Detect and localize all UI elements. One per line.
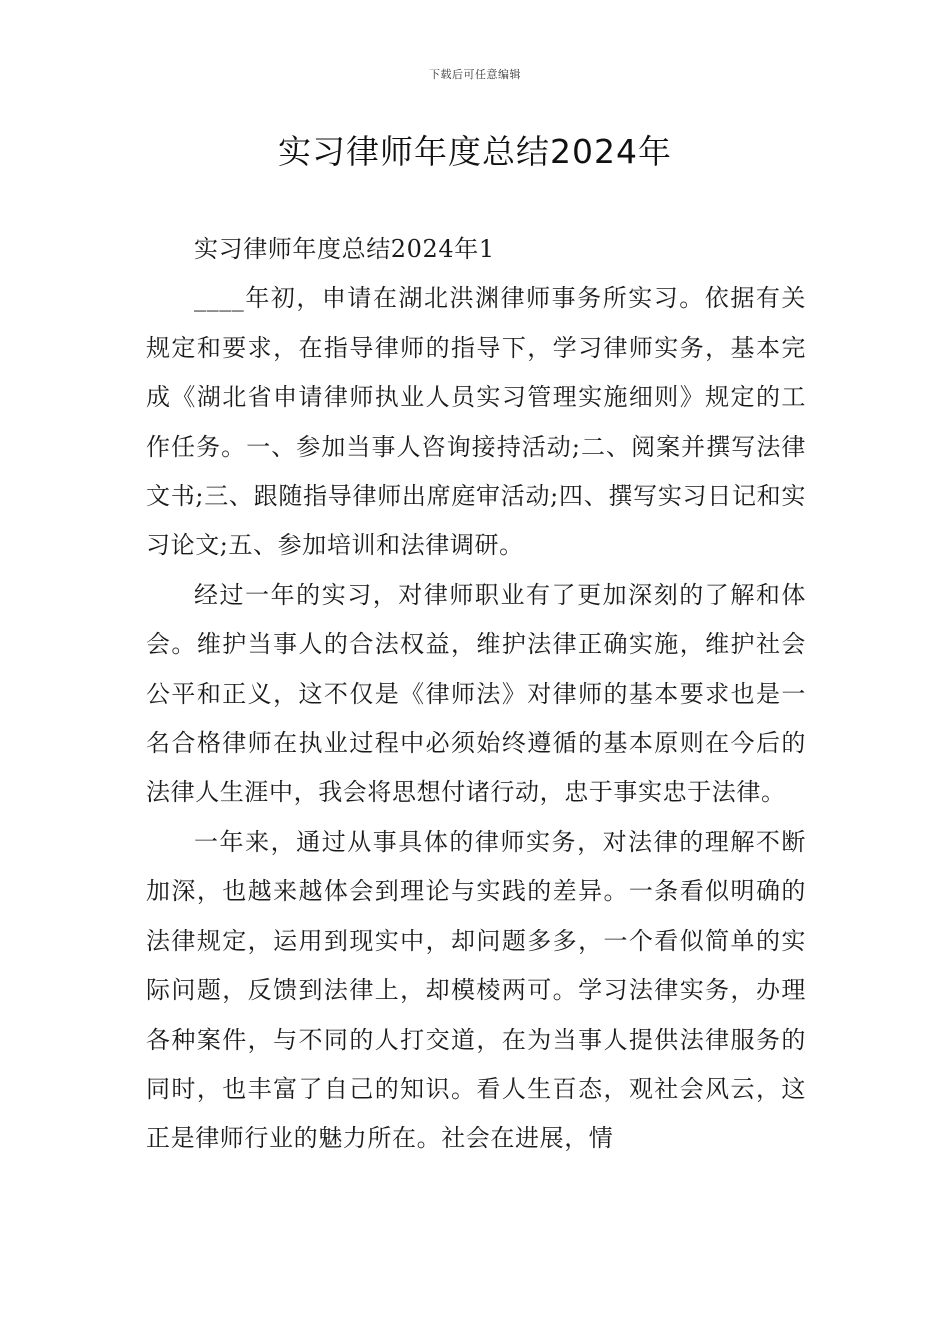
paragraph-1: ____年初，申请在湖北洪渊律师事务所实习。依据有关规定和要求，在指导律师的指导下，学习律师实务，基本完成《湖北省申请律师执业人员实习管理实施细则》规定的工作任务。一、参加当事人咨询接持活动;二、阅案并撰写法律文书;三、跟随指导律师出席庭审活动;四、撰写实习日记和实习论文;五、参加培训和法律调研。 [146,284,806,560]
document-body [146,225,806,1164]
paragraph-3: 一年来，通过从事具体的律师实务，对法律的理解不断加深，也越来越体会到理论与实践的差异。一条看似明确的法律规定，运用到现实中，却问题多多，一个看似简单的实际问题，反馈到法律上，却模棱两可。学习法律实务，办理各种案件，与不同的人打交道，在为当事人提供法律服务的同时，也丰富了自己的知识。看人生百态，观社会风云，这正是律师行业的魅力所在。社会在进展，情 [146,827,806,1153]
header-note: 下载后可任意编辑 [429,68,521,81]
paragraph-subtitle: 实习律师年度总结2024年1 [194,235,495,263]
document-title: 实习律师年度总结2024年 [278,132,672,171]
paragraph-2: 经过一年的实习，对律师职业有了更加深刻的了解和体会。维护当事人的合法权益，维护法律正确实施，维护社会公平和正义，这不仅是《律师法》对律师的基本要求也是一名合格律师在执业过程中必须始终遵循的基本原则在今后的法律人生涯中，我会将思想付诸行动，忠于事实忠于法律。 [146,580,806,807]
